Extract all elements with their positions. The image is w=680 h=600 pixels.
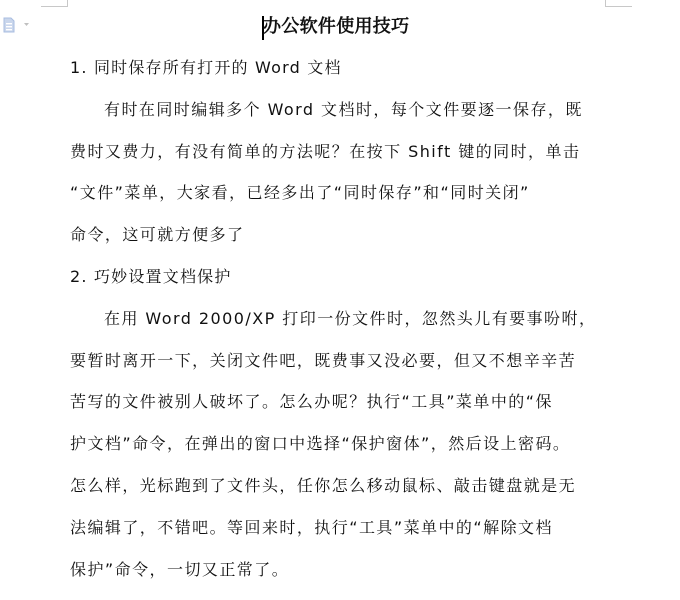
paragraph-line: 在用 Word 2000/XP 打印一份文件时，忽然头儿有要事吩咐， <box>104 308 597 328</box>
section-heading-1: 1. 同时保存所有打开的 Word 文档 <box>70 58 342 77</box>
paragraph-line: 要暂时离开一下，关闭文件吧，既费事又没必要，但又不想辛辛苦 <box>70 350 577 370</box>
paragraph-line: 保护”命令，一切又正常了。 <box>70 559 290 579</box>
chevron-down-icon <box>24 23 29 26</box>
paragraph-line: 法编辑了，不错吧。等回来时，执行“工具”菜单中的“解除文档 <box>70 517 553 537</box>
document-body[interactable] <box>70 57 608 600</box>
paragraph-line: “文件”菜单，大家看，已经多出了“同时保存”和“同时关闭” <box>70 183 530 203</box>
crop-mark-top-left <box>41 0 68 7</box>
paragraph-line: 怎么样，光标跑到了文件头，任你怎么移动鼠标、敲击键盘就是无 <box>70 475 577 495</box>
document-paragraph-icon <box>3 17 33 33</box>
paragraph-menu-button[interactable] <box>3 17 33 33</box>
paragraph-line: 护文档”命令，在弹出的窗口中选择“保护窗体”，然后设上密码。 <box>70 434 571 454</box>
paragraph-line: 有时在同时编辑多个 Word 文档时，每个文件要逐一保存，既 <box>104 99 583 119</box>
paragraph-line: 苦写的文件被别人破坏了。怎么办呢？执行“工具”菜单中的“保 <box>70 392 553 412</box>
section-heading-2: 2. 巧妙设置文档保护 <box>70 266 232 286</box>
document-title[interactable]: 办公软件使用技巧 <box>263 16 410 37</box>
paragraph-line: 命令，这可就方便多了 <box>70 225 245 245</box>
crop-mark-top-right <box>605 0 632 7</box>
paragraph-line: 费时又费力，有没有简单的方法呢？在按下 Shift 键的同时，单击 <box>70 141 581 161</box>
